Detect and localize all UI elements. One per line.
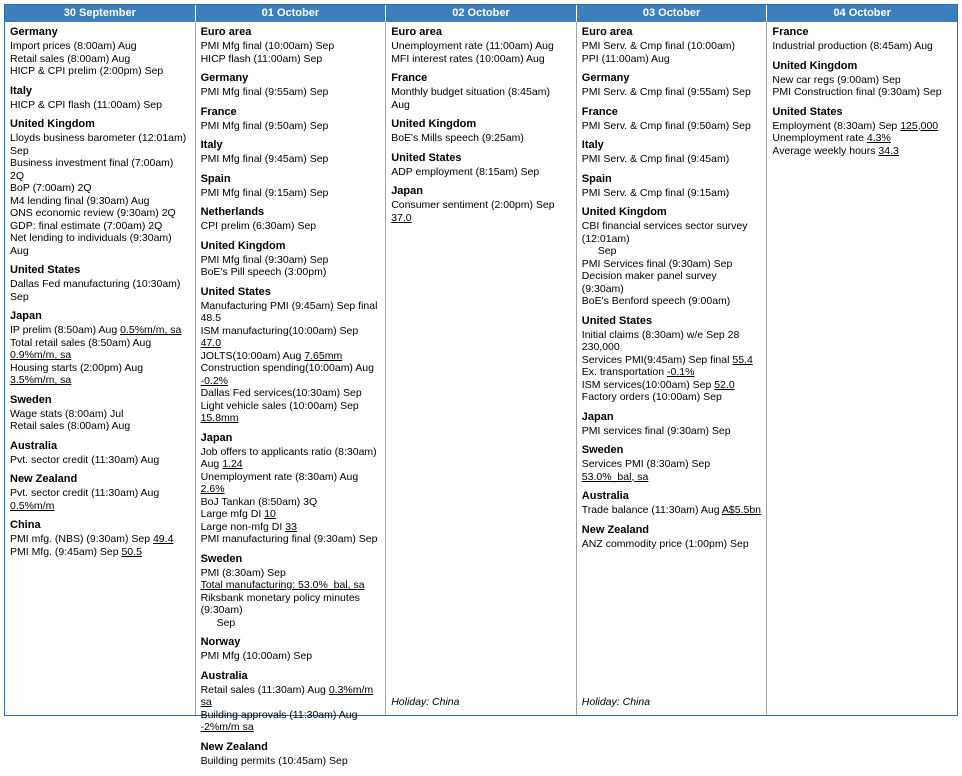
event-line — [10, 207, 190, 220]
event-text: Retail sales (8:00am) Aug — [10, 420, 131, 432]
country-block — [10, 118, 190, 257]
event-value: -2%m/m sa — [200, 721, 254, 733]
event-line — [10, 220, 190, 233]
event-line — [201, 684, 381, 709]
event-text: Total manufacturing: 53.0%_bal, sa — [200, 579, 365, 591]
country-block — [582, 72, 762, 99]
event-line — [201, 521, 381, 534]
event-line — [10, 546, 190, 559]
country-name: Japan — [391, 185, 423, 197]
country-name: Japan — [581, 410, 614, 423]
event-value: 50.5 — [121, 545, 142, 558]
event-text: Building approvals (11:30am) Aug — [200, 708, 358, 721]
event-text: PMI manufacturing final (9:30am) Sep — [200, 533, 378, 545]
event-line — [391, 199, 571, 224]
country-block — [201, 173, 381, 200]
country-name: Norway — [200, 636, 241, 648]
holiday-note — [10, 709, 190, 711]
country-block — [772, 60, 952, 99]
event-line — [201, 387, 381, 400]
event-line — [772, 74, 952, 87]
event-line — [201, 533, 381, 546]
country-name: Sweden — [581, 444, 624, 456]
event-text: CPI prelim (6:30am) Sep — [200, 220, 317, 232]
event-text: Retail sales (11:30am) Aug — [200, 683, 326, 696]
event-text: PMI Construction final (9:30am) Sep — [772, 86, 942, 98]
event-text: PMI Serv. & Cmp final (9:55am) Sep — [581, 86, 751, 98]
event-line — [201, 86, 381, 99]
event-value: 0.9%m/m, sa — [10, 349, 72, 361]
event-text: PMI mfg. (NBS) (9:30am) Sep — [10, 533, 151, 545]
event-text: Unemployment rate (11:00am) Aug — [391, 40, 554, 52]
event-value: 47.0 — [200, 337, 222, 349]
country-block — [582, 106, 762, 133]
event-line — [772, 86, 952, 99]
event-text: Ex. transportation — [581, 366, 665, 378]
event-line — [10, 533, 190, 546]
event-text: Employment (8:30am) Sep — [772, 119, 898, 132]
event-line — [10, 362, 190, 387]
event-line — [582, 391, 762, 404]
country-name: Italy — [200, 139, 223, 151]
country-block — [201, 670, 381, 734]
country-block — [582, 26, 762, 65]
event-text: Building permits (10:45am) Sep — [200, 754, 348, 767]
day-entries — [10, 26, 190, 709]
event-text: PMI Serv. & Cmp final (10:00am) — [581, 40, 736, 52]
event-line — [582, 354, 762, 367]
event-text: Trade balance (11:30am) Aug — [581, 504, 720, 516]
event-text: Decision maker panel survey (9:30am) — [581, 270, 717, 295]
event-line — [772, 132, 952, 145]
event-value: 2.6% — [200, 483, 225, 495]
country-block — [391, 72, 571, 111]
country-block — [10, 440, 190, 467]
country-block — [10, 473, 190, 512]
event-line — [582, 53, 762, 66]
country-block — [10, 519, 190, 558]
event-text: New car regs (9:00am) Sep — [772, 73, 901, 86]
event-line — [772, 40, 952, 53]
event-value: A$5.5bn — [721, 504, 762, 516]
event-line — [10, 53, 190, 66]
event-text: Pvt. sector credit (11:30am) Aug — [10, 453, 160, 466]
calendar-day-column — [5, 22, 196, 715]
event-text: HICP & CPI flash (11:00am) Sep — [10, 98, 162, 111]
event-line — [772, 145, 952, 158]
country-name: France — [391, 72, 428, 84]
country-name: Sweden — [10, 393, 52, 406]
country-block — [201, 741, 381, 768]
country-name: United States — [10, 264, 81, 276]
country-block — [391, 185, 571, 224]
event-text: ANZ commodity price (1:00pm) Sep — [581, 537, 749, 550]
calendar-day-column — [577, 22, 768, 715]
country-block — [201, 240, 381, 279]
event-line — [10, 40, 190, 53]
event-value: 4.3% — [866, 132, 891, 144]
event-text: BoP (7:00am) 2Q — [10, 182, 92, 194]
event-text: CBI financial services sector survey (12:01am) — [581, 220, 748, 245]
country-block — [201, 553, 381, 630]
country-name: Euro area — [391, 26, 442, 38]
calendar-day-column — [767, 22, 957, 715]
country-name: United States — [200, 285, 271, 298]
country-name: Spain — [200, 172, 231, 185]
country-block — [582, 444, 762, 483]
event-line — [201, 471, 381, 496]
event-text: Monthly budget situation (8:45am) Aug — [391, 86, 550, 111]
event-text: PMI Mfg final (9:45am) Sep — [200, 153, 329, 165]
event-value: -0.1% — [667, 366, 695, 378]
event-text: Consumer sentiment (2:00pm) Sep — [391, 199, 555, 211]
country-name: Netherlands — [200, 206, 265, 218]
calendar-header-row — [5, 5, 957, 22]
country-name: Australia — [581, 490, 629, 502]
event-value: 15.8mm — [200, 412, 239, 424]
calendar-day-column — [196, 22, 387, 767]
event-text: Services PMI(9:45am) Sep final — [581, 353, 730, 366]
event-text: PMI Mfg. (9:45am) Sep — [10, 545, 119, 558]
country-block — [10, 310, 190, 387]
country-name: Japan — [10, 310, 42, 322]
country-name: Italy — [581, 139, 604, 151]
event-line — [201, 709, 381, 734]
event-value: 37.0 — [391, 211, 412, 224]
event-line — [10, 278, 190, 303]
country-block — [201, 636, 381, 663]
country-name: United Kingdom — [581, 206, 667, 218]
country-block — [201, 432, 381, 546]
calendar-day-header: 04 October — [767, 5, 957, 22]
country-name: Germany — [200, 72, 249, 84]
country-name: Euro area — [200, 26, 252, 38]
event-line — [201, 300, 381, 325]
event-text: Services PMI (8:30am) Sep — [581, 458, 711, 470]
event-value: 0.5%m/m — [10, 499, 55, 512]
calendar-day-header: 01 October — [196, 5, 387, 22]
event-value: -0.2% — [200, 374, 229, 387]
event-line — [391, 86, 571, 111]
country-name: China — [10, 519, 41, 531]
event-line — [582, 153, 762, 166]
country-block — [391, 152, 571, 179]
event-text: Retail sales (8:00am) Aug — [10, 52, 131, 65]
country-name: United States — [772, 105, 843, 118]
event-text: IP prelim (8:50am) Aug — [10, 324, 118, 336]
event-line — [582, 187, 762, 200]
country-name: United Kingdom — [772, 59, 858, 72]
event-text: Sep — [597, 245, 617, 257]
event-line — [391, 40, 571, 53]
event-line — [201, 325, 381, 350]
event-line — [772, 120, 952, 133]
country-name: France — [581, 105, 618, 118]
event-value: 53.0%_bal, sa — [581, 470, 649, 483]
country-block — [582, 315, 762, 404]
event-line — [582, 538, 762, 551]
event-text: Housing starts (2:00pm) Aug — [10, 361, 144, 374]
event-text: Unemployment rate — [772, 132, 864, 144]
country-name: France — [200, 105, 237, 118]
event-text: Wage stats (8:00am) Jul — [10, 407, 124, 420]
event-line — [582, 504, 762, 517]
event-text: PMI Serv. & Cmp final (9:15am) — [581, 186, 730, 199]
country-block — [772, 26, 952, 53]
event-line — [201, 220, 381, 233]
event-line — [201, 266, 381, 279]
country-name: Spain — [581, 172, 612, 185]
event-text: BoJ Tankan (8:50am) 3Q — [200, 495, 318, 508]
event-line — [582, 40, 762, 53]
event-line — [10, 157, 190, 182]
day-entries — [391, 26, 571, 696]
event-line — [201, 350, 381, 363]
event-text: PMI Mfg final (10:00am) Sep — [200, 40, 335, 52]
event-line — [10, 132, 190, 157]
event-line — [582, 329, 762, 354]
country-name: Australia — [10, 439, 58, 452]
event-value: 52.0 — [714, 378, 735, 391]
country-block — [391, 118, 571, 145]
event-text: Manufacturing PMI (9:45am) Sep final 48.5 — [200, 299, 378, 324]
country-block — [201, 286, 381, 425]
event-value: 1.24 — [222, 458, 243, 470]
country-name: United Kingdom — [10, 118, 95, 130]
event-line — [201, 650, 381, 663]
event-line — [10, 408, 190, 421]
event-text: Pvt. sector credit (11:30am) Aug — [10, 487, 160, 499]
event-text: Lloyds business barometer (12:01am) Sep — [10, 132, 187, 157]
event-text: PMI Mfg final (9:30am) Sep — [200, 253, 329, 266]
country-block — [10, 264, 190, 303]
country-name: New Zealand — [200, 740, 268, 753]
event-text: Unemployment rate (8:30am) Aug — [200, 470, 359, 483]
country-name: Sweden — [200, 552, 243, 565]
event-text: Net lending to individuals (9:30am) Aug — [10, 232, 172, 257]
event-line — [201, 592, 381, 617]
country-name: New Zealand — [10, 473, 78, 485]
event-text: Construction spending(10:00am) Aug — [200, 362, 374, 374]
event-text: GDP: final estimate (7:00am) 2Q — [10, 219, 163, 232]
event-text: BoE's Pill speech (3:00pm) — [200, 266, 327, 278]
event-text: PMI Mfg (10:00am) Sep — [200, 650, 313, 662]
event-text: PMI Mfg final (9:50am) Sep — [200, 119, 329, 132]
event-line — [582, 258, 762, 271]
event-text: Business investment final (7:00am) 2Q — [10, 157, 174, 182]
day-entries — [201, 26, 381, 774]
event-text: Job offers to applicants ratio (8:30am) Aug — [200, 445, 377, 470]
day-entries — [582, 26, 762, 696]
country-block — [391, 26, 571, 65]
country-block — [201, 106, 381, 133]
event-line — [391, 132, 571, 145]
event-value: 10 — [264, 508, 276, 520]
event-value: 125,000 — [900, 119, 939, 132]
event-value: 0.5%m/m, sa — [120, 324, 182, 336]
calendar-day-header: 02 October — [386, 5, 577, 22]
event-text: Total retail sales (8:50am) Aug — [10, 336, 152, 349]
country-block — [582, 206, 762, 308]
event-line — [582, 86, 762, 99]
event-line — [201, 579, 381, 592]
event-text: PPI (11:00am) Aug — [581, 52, 670, 65]
event-line — [201, 755, 381, 768]
event-value: 3.5%m/m, sa — [10, 374, 72, 386]
holiday-note: Holiday: China — [391, 696, 460, 708]
country-block — [201, 72, 381, 99]
event-line — [10, 232, 190, 257]
country-name: New Zealand — [581, 523, 650, 536]
calendar-body-row — [5, 22, 957, 767]
event-text: PMI services final (9:30am) Sep — [581, 424, 731, 437]
event-text: Initial claims (8:30am) w/e Sep 28 230,000 — [581, 328, 740, 353]
country-name: Italy — [10, 84, 33, 97]
event-line — [10, 420, 190, 433]
event-line — [10, 195, 190, 208]
event-line — [201, 617, 381, 630]
country-block — [201, 26, 381, 65]
event-value: 34.3 — [878, 144, 899, 157]
country-name: United Kingdom — [391, 118, 477, 130]
holiday-note: Holiday: China — [581, 696, 651, 708]
event-text: Dallas Fed services(10:30am) Sep — [200, 387, 362, 399]
country-block — [772, 106, 952, 158]
event-line — [582, 366, 762, 379]
country-name: Euro area — [581, 26, 633, 38]
country-name: United States — [391, 151, 462, 164]
event-text: Light vehicle sales (10:00am) Sep — [200, 399, 359, 412]
event-line — [201, 187, 381, 200]
event-text: Average weekly hours — [772, 144, 876, 157]
event-line — [391, 166, 571, 179]
country-block — [582, 490, 762, 517]
event-line — [201, 362, 381, 387]
event-text: Import prices (8:00am) Aug — [10, 40, 137, 52]
event-text: PMI Serv. & Cmp final (9:50am) Sep — [581, 119, 751, 132]
event-line — [10, 65, 190, 78]
event-line — [10, 337, 190, 362]
country-name: United Kingdom — [200, 239, 286, 252]
country-block — [10, 85, 190, 112]
event-line — [10, 99, 190, 112]
country-name: Australia — [200, 669, 248, 682]
country-name: United States — [581, 314, 653, 327]
event-text: ADP employment (8:15am) Sep — [391, 165, 540, 178]
event-value: 55.4 — [732, 353, 753, 366]
event-line — [10, 454, 190, 467]
event-value: 33 — [285, 520, 297, 533]
event-line — [582, 245, 762, 258]
event-line — [10, 182, 190, 195]
event-line — [582, 379, 762, 392]
event-line — [582, 120, 762, 133]
event-line — [201, 446, 381, 471]
event-text: PMI (8:30am) Sep — [200, 566, 286, 579]
event-text: Large non-mfg DI — [200, 520, 283, 533]
event-text: Sep — [216, 616, 236, 629]
country-block — [582, 173, 762, 200]
event-line — [201, 508, 381, 521]
event-text: Riksbank monetary policy minutes (9:30am) — [200, 591, 360, 616]
event-line — [201, 496, 381, 509]
event-text: PMI Serv. & Cmp final (9:45am) — [581, 153, 730, 165]
event-line — [201, 40, 381, 53]
country-block — [201, 206, 381, 233]
event-text: PMI Mfg final (9:15am) Sep — [200, 186, 329, 199]
day-entries — [772, 26, 952, 709]
calendar-day-header: 03 October — [577, 5, 768, 22]
country-name: Japan — [200, 431, 233, 444]
event-line — [582, 458, 762, 483]
event-line — [201, 53, 381, 66]
event-text: ISM manufacturing(10:00am) Sep — [200, 324, 359, 337]
country-block — [201, 139, 381, 166]
country-name: Germany — [581, 72, 630, 84]
event-line — [201, 120, 381, 133]
event-value: 0.3%m/m sa — [200, 683, 374, 708]
event-line — [201, 153, 381, 166]
event-line — [201, 400, 381, 425]
event-text: ISM services(10:00am) Sep — [581, 378, 712, 391]
event-line — [201, 254, 381, 267]
event-text: PMI Mfg final (9:55am) Sep — [200, 86, 329, 98]
event-line — [391, 53, 571, 66]
economic-calendar — [4, 4, 958, 767]
country-name: France — [772, 26, 809, 38]
event-text: M4 lending final (9:30am) Aug — [10, 194, 150, 207]
event-text: PMI Services final (9:30am) Sep — [581, 257, 733, 270]
event-line — [582, 270, 762, 295]
country-block — [582, 524, 762, 551]
event-text: Factory orders (10:00am) Sep — [581, 391, 722, 403]
holiday-note — [772, 709, 952, 711]
country-block — [10, 26, 190, 78]
event-line — [582, 295, 762, 308]
event-text: Large mfg DI — [200, 508, 262, 520]
event-text: JOLTS(10:00am) Aug — [200, 349, 302, 362]
country-block — [582, 139, 762, 166]
event-line — [10, 324, 190, 337]
event-text: BoE's Mills speech (9:25am) — [391, 132, 524, 144]
country-block — [582, 411, 762, 438]
event-text: MFI interest rates (10:00am) Aug — [391, 52, 545, 65]
event-text: Dallas Fed manufacturing (10:30am) Sep — [10, 278, 181, 303]
country-block — [10, 394, 190, 433]
calendar-day-column — [386, 22, 577, 715]
event-line — [582, 220, 762, 245]
event-value: 49.4 — [152, 533, 174, 545]
country-name: Germany — [10, 26, 58, 38]
event-text: ONS economic review (9:30am) 2Q — [10, 207, 176, 219]
event-value: 7.65mm — [304, 349, 343, 362]
event-line — [201, 567, 381, 580]
event-text: Industrial production (8:45am) Aug — [772, 40, 933, 52]
calendar-day-header: 30 September — [5, 5, 196, 22]
event-text: HICP & CPI prelim (2:00pm) Sep — [10, 65, 164, 77]
event-line — [10, 487, 190, 512]
event-text: BoE's Benford speech (9:00am) — [581, 295, 731, 307]
event-line — [582, 425, 762, 438]
event-text: HICP flash (11:00am) Sep — [200, 52, 323, 65]
